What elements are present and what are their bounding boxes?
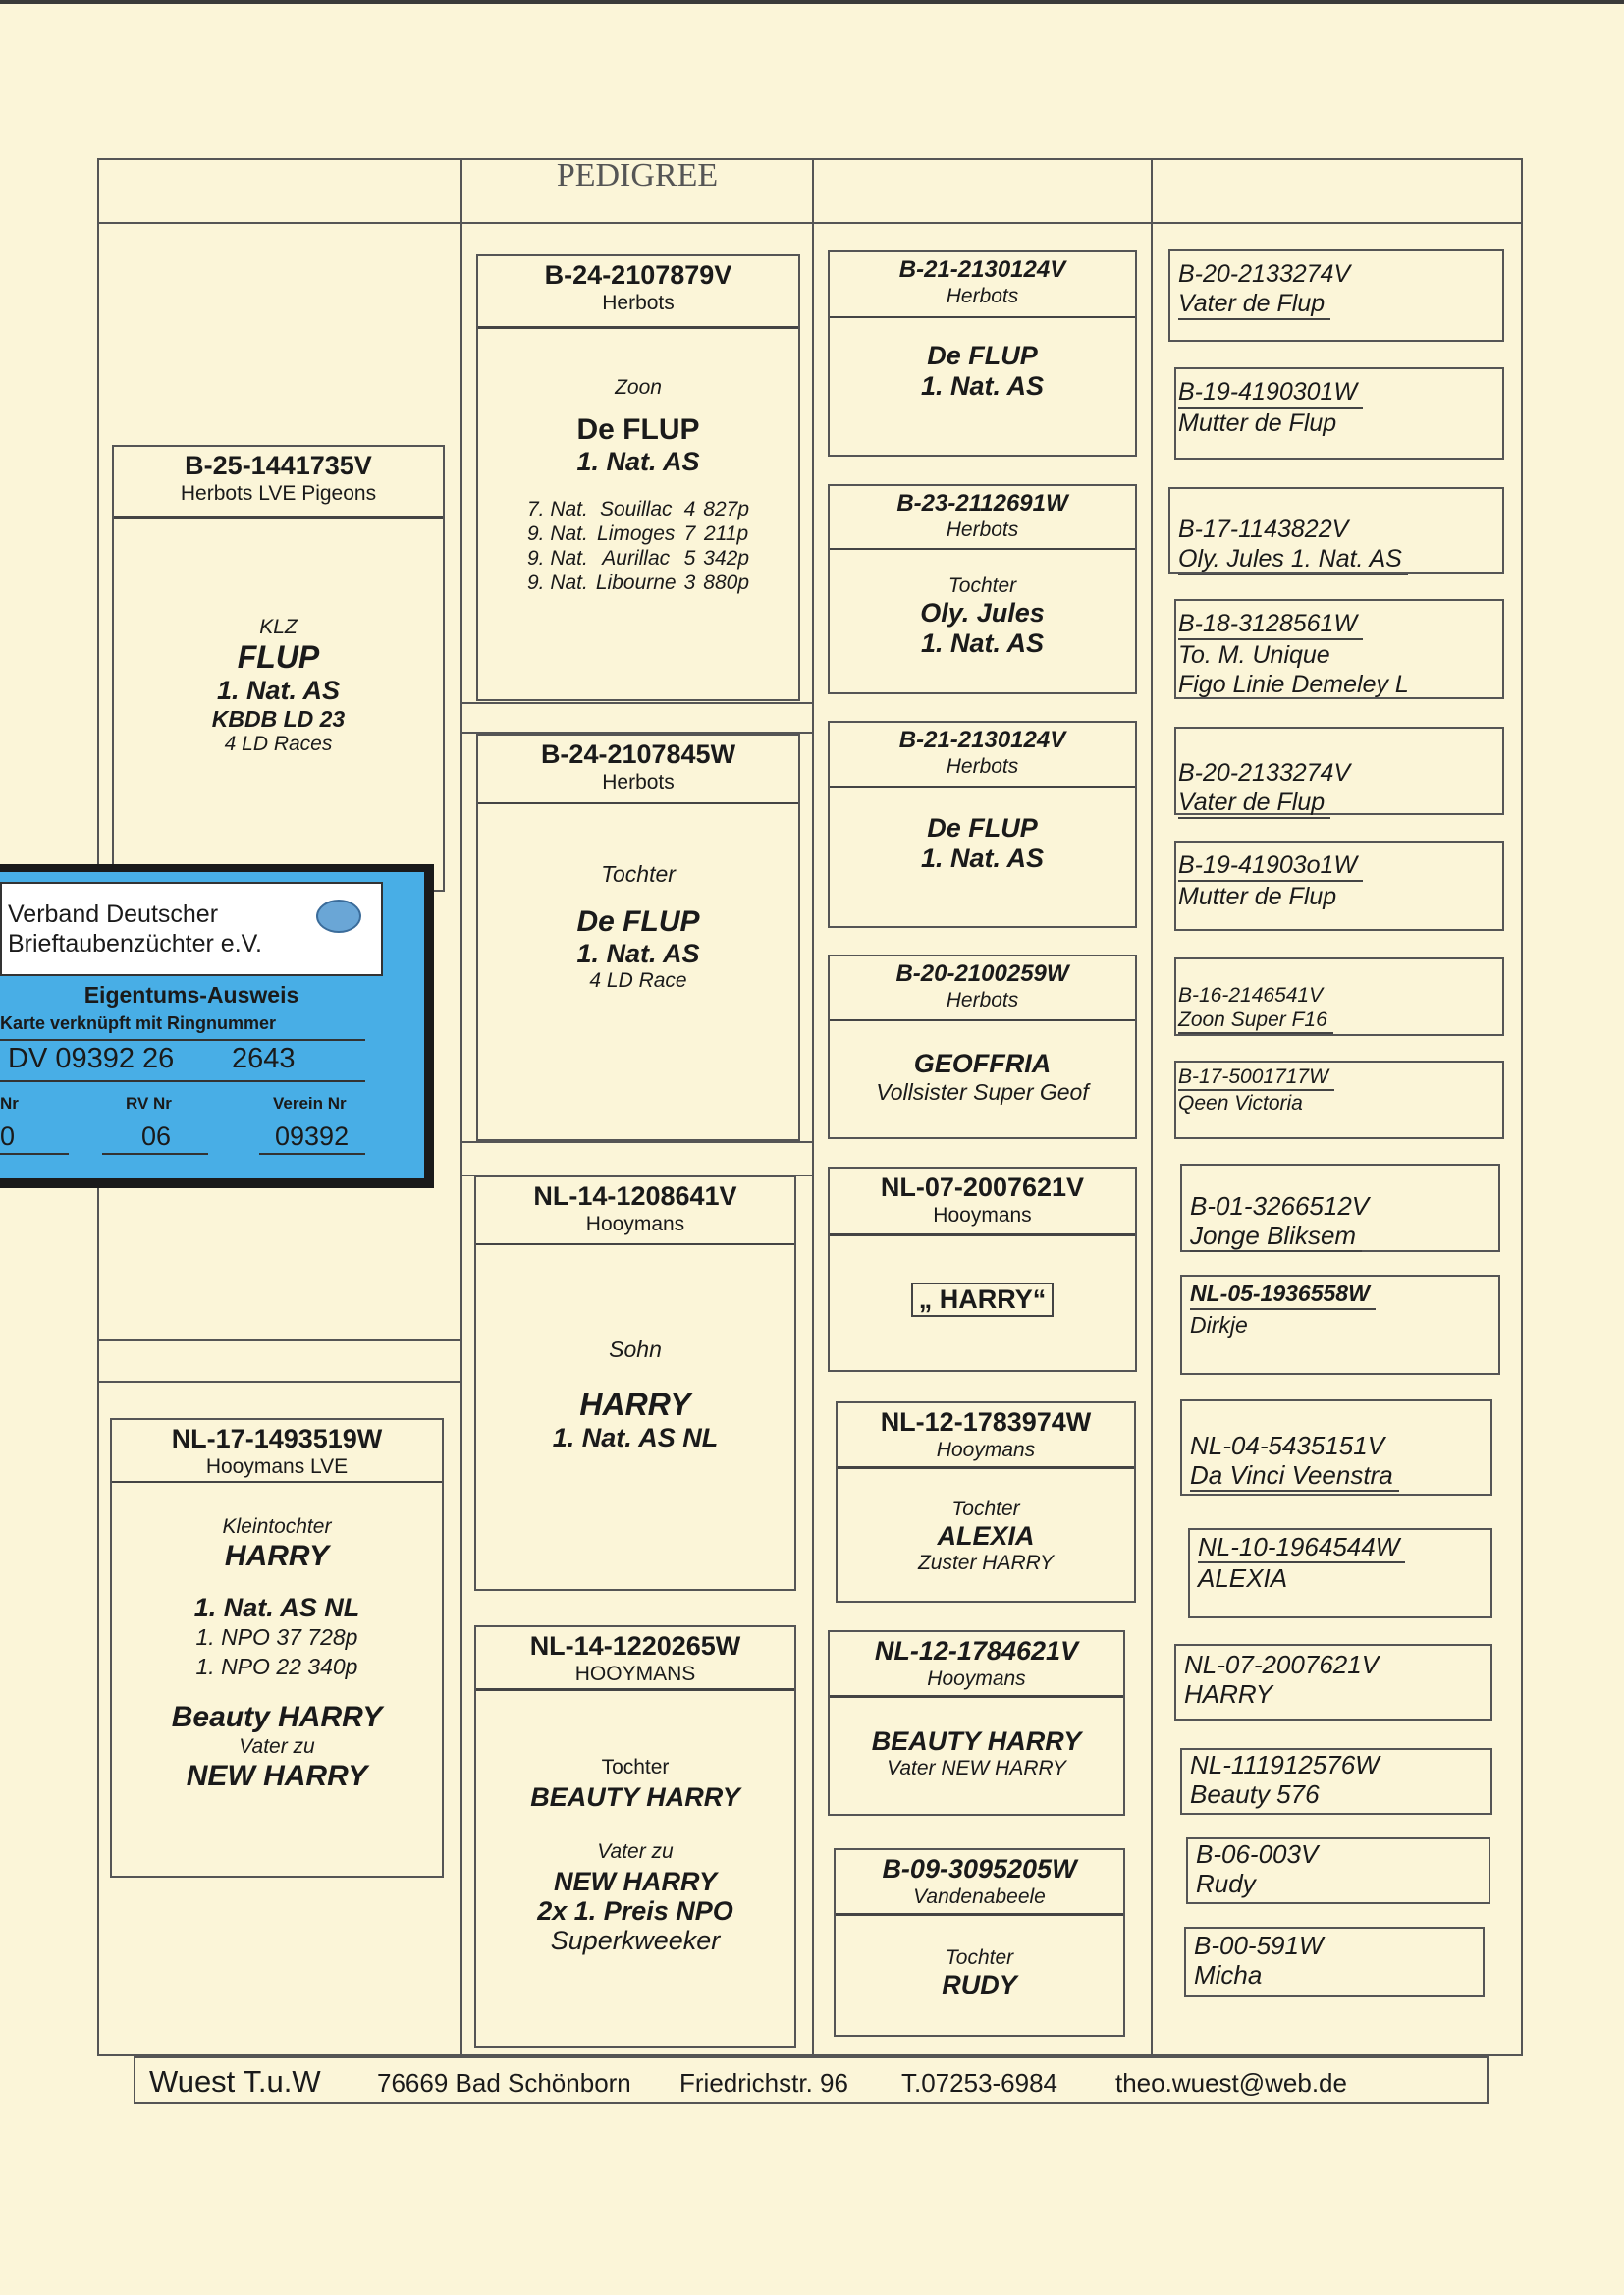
daughter-relation: Tochter xyxy=(601,1756,670,1778)
subject-ring: B-25-1441735V xyxy=(185,451,372,480)
daughter-name2: NEW HARRY xyxy=(553,1867,717,1896)
footer-phone: T.07253-6984 xyxy=(901,2068,1058,2098)
ownership-card xyxy=(0,872,424,1178)
footer-name: Wuest T.u.W xyxy=(149,2064,321,2099)
gen3-card-6: NL-12-1783974W Hooymans Tochter ALEXIA Zuster HARRY xyxy=(836,1401,1136,1603)
subject-extra: KBDB LD 23 xyxy=(211,706,346,732)
granddaughter-ring: NL-17-1493519W xyxy=(171,1424,383,1453)
gen4-card-16: B-00-591W Micha xyxy=(1184,1927,1485,1997)
gen4-card-15: B-06-003V Rudy xyxy=(1186,1837,1490,1904)
top-edge xyxy=(0,0,1624,4)
card-title: Eigentums-Ausweis xyxy=(83,982,299,1008)
son-card xyxy=(474,1175,796,1591)
gen4-card-1: B-20-2133274V Vater de Flup xyxy=(1168,249,1504,342)
daughter-rel2: Vater zu xyxy=(597,1840,674,1863)
granddaughter-rel2: Vater zu xyxy=(239,1735,315,1758)
granddaughter-owner: Hooymans LVE xyxy=(205,1455,349,1478)
gen3-card-7: NL-12-1784621V Hooymans BEAUTY HARRY Vater NEW HARRY xyxy=(828,1630,1125,1816)
gen3-card-2: B-23-2112691W Herbots Tochter Oly. Jules 1. Nat. AS xyxy=(828,484,1137,694)
gen3-card-3: B-21-2130124V Herbots De FLUP 1. Nat. AS xyxy=(828,721,1137,928)
granddaughter-name3: NEW HARRY xyxy=(186,1760,368,1792)
dam-note: 4 LD Race xyxy=(589,969,687,992)
subject-name: FLUP xyxy=(237,639,320,675)
race-row: 9. Nat. Libourne 3 880p xyxy=(526,572,749,594)
son-relation: Sohn xyxy=(609,1337,662,1362)
card-val-rv: 06 xyxy=(141,1121,172,1151)
gen4-card-9: B-01-3266512V Jonge Bliksem xyxy=(1180,1164,1500,1252)
gen3-card-4: B-20-2100259W Herbots GEOFFRIA Vollsister Super Geof xyxy=(828,955,1137,1139)
sire-relation: Zoon xyxy=(615,376,662,399)
son-title: 1. Nat. AS NL xyxy=(552,1423,719,1452)
card-ring: DV 09392 26 xyxy=(8,1043,175,1074)
gen4-card-5: B-20-2133274V Vater de Flup xyxy=(1174,727,1504,815)
son-owner: Hooymans xyxy=(585,1213,685,1235)
granddaughter-name: HARRY xyxy=(224,1540,330,1572)
daughter-extra: 2x 1. Preis NPO xyxy=(537,1896,733,1926)
granddaughter-name2: Beauty HARRY xyxy=(171,1701,383,1733)
footer-city: 76669 Bad Schönborn xyxy=(377,2068,631,2098)
card-col-rv: RV Nr xyxy=(126,1094,172,1113)
race-row: 7. Nat. Souillac 4 827p xyxy=(526,498,749,520)
gen4-card-2: B-19-4190301W Mutter de Flup xyxy=(1174,367,1504,460)
race-row: 9. Nat. Limoges 7 211p xyxy=(526,522,749,545)
card-subtitle: Karte verknüpft mit Ringnummer xyxy=(0,1013,277,1033)
card-ring-suffix: 2643 xyxy=(232,1043,296,1074)
son-name: HARRY xyxy=(579,1387,691,1422)
gen4-card-4: B-18-3128561W To. M. Unique Figo Linie Demeley L xyxy=(1174,599,1504,699)
gen4-card-7: B-16-2146541V Zoon Super F16 xyxy=(1174,957,1504,1036)
sire-name: De FLUP xyxy=(576,413,700,446)
daughter-name: BEAUTY HARRY xyxy=(530,1782,740,1812)
gen4-card-13: NL-07-2007621V HARRY xyxy=(1174,1644,1492,1721)
page-title: PEDIGREE xyxy=(556,157,719,193)
card-val-nr: 0 xyxy=(0,1121,16,1151)
sire-ring: B-24-2107879V xyxy=(544,260,732,290)
gen4-card-14: NL-111912576W Beauty 576 xyxy=(1180,1748,1492,1815)
daughter-card xyxy=(474,1625,796,2048)
pigeon-logo-icon xyxy=(316,900,361,933)
gen4-card-10: NL-05-1936558W Dirkje xyxy=(1180,1275,1500,1375)
gen4-card-11: NL-04-5435151V Da Vinci Veenstra xyxy=(1180,1399,1492,1496)
sire-card xyxy=(476,254,800,701)
gen3-card-5: NL-07-2007621V Hooymans „ HARRY“ xyxy=(828,1167,1137,1372)
gen4-card-6: B-19-41903o1W Mutter de Flup xyxy=(1174,841,1504,931)
footer-email[interactable]: theo.wuest@web.de xyxy=(1115,2068,1347,2098)
race-row: 9. Nat. Aurillac 5 342p xyxy=(526,547,749,570)
daughter-note: Superkweeker xyxy=(550,1926,721,1955)
dam-relation: Tochter xyxy=(601,861,676,887)
dam-name: De FLUP xyxy=(576,905,700,938)
card-col-nr: Nr xyxy=(0,1094,19,1113)
card-col-verein: Verein Nr xyxy=(273,1094,347,1113)
daughter-owner: HOOYMANS xyxy=(574,1663,696,1685)
card-val-verein: 09392 xyxy=(275,1121,350,1151)
gen3-card-8: B-09-3095205W Vandenabeele Tochter RUDY xyxy=(834,1848,1125,2037)
granddaughter-npo1: 1. NPO 37 728p xyxy=(195,1624,358,1650)
card-header xyxy=(0,882,383,976)
subject-note: 4 LD Races xyxy=(224,733,333,755)
granddaughter-npo2: 1. NPO 22 340p xyxy=(195,1654,358,1679)
subject-title: 1. Nat. AS xyxy=(216,676,341,705)
subject-owner: Herbots LVE Pigeons xyxy=(180,482,377,505)
footer-street: Friedrichstr. 96 xyxy=(679,2068,848,2098)
dam-card xyxy=(476,734,800,1141)
subject-card xyxy=(112,445,445,892)
son-ring: NL-14-1208641V xyxy=(533,1181,737,1211)
gen3-card-1: B-21-2130124V Herbots De FLUP 1. Nat. AS xyxy=(828,250,1137,457)
contact-footer xyxy=(134,2056,1489,2104)
gen4-card-8: B-17-5001717W Qeen Victoria xyxy=(1174,1061,1504,1139)
card-org: Verband Deutscher Brieftaubenzüchter e.V. xyxy=(8,901,262,957)
daughter-ring: NL-14-1220265W xyxy=(529,1631,741,1661)
sire-title: 1. Nat. AS xyxy=(576,447,700,476)
granddaughter-title: 1. Nat. AS NL xyxy=(193,1593,360,1622)
subject-label: KLZ xyxy=(259,616,298,638)
sire-owner: Herbots xyxy=(602,292,675,314)
dam-title: 1. Nat. AS xyxy=(576,939,700,968)
gen4-card-12: NL-10-1964544W ALEXIA xyxy=(1188,1528,1492,1618)
granddaughter-relation: Kleintochter xyxy=(222,1515,332,1538)
sire-race-results xyxy=(523,497,753,595)
dam-owner: Herbots xyxy=(602,771,675,793)
granddaughter-card xyxy=(110,1418,444,1878)
gen4-card-3: B-17-1143822V Oly. Jules 1. Nat. AS xyxy=(1168,487,1504,574)
dam-ring: B-24-2107845W xyxy=(540,739,736,769)
